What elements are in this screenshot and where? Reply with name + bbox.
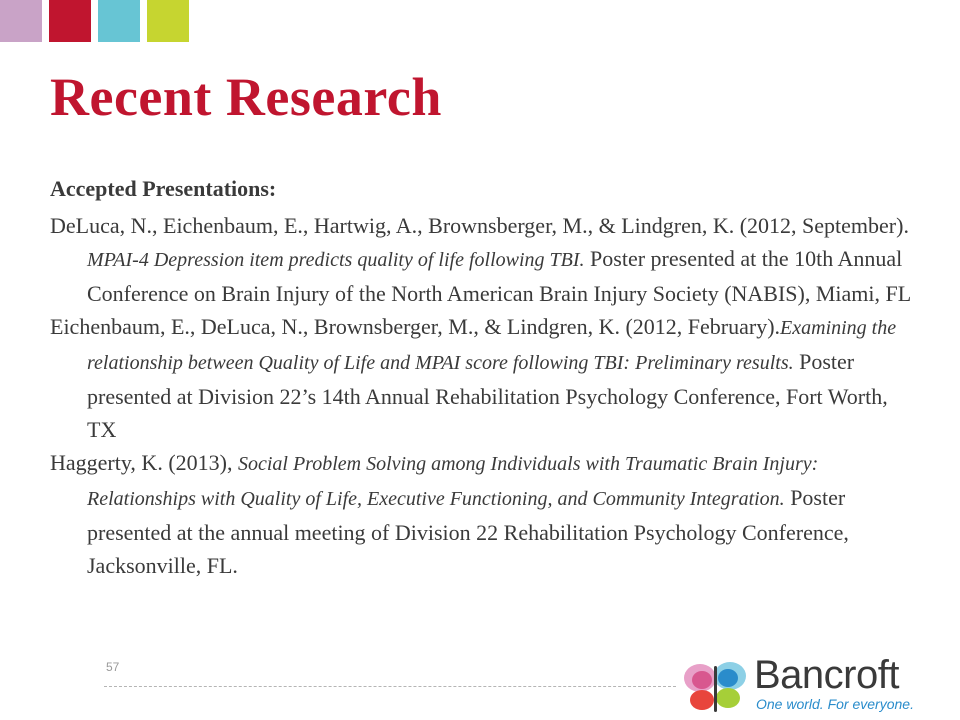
slide-title: Recent Research: [50, 67, 442, 127]
footer-divider: [104, 686, 676, 687]
logo-tagline: One world. For everyone.: [756, 696, 914, 712]
bancroft-logo: [680, 652, 920, 716]
reference-authors: Haggerty, K. (2013),: [50, 450, 238, 475]
page-number: 57: [106, 660, 120, 674]
reference-item: [50, 446, 920, 582]
reference-title: Examining the relationship between Quality of Life and MPAI score following TBI: Preliminary results.: [87, 317, 897, 374]
accent-block-red: [49, 0, 91, 42]
slide-content: [50, 172, 920, 582]
reference-venue: Poster presented at Division 22’s 14th Annual Rehabilitation Psychology Conference, Fort Worth, TX: [87, 349, 888, 442]
accent-block-purple: [0, 0, 42, 42]
accent-block-lime: [147, 0, 189, 42]
accent-block-teal: [98, 0, 140, 42]
reference-title: Social Problem Solving among Individuals with Traumatic Brain Injury: Relationships with Quality of Life, Executive Functioning, and Community Integration.: [87, 453, 819, 510]
butterfly-icon: [680, 658, 750, 716]
reference-authors: DeLuca, N., Eichenbaum, E., Hartwig, A., Brownsberger, M., & Lindgren, K. (2012, September).: [50, 213, 909, 238]
reference-venue: Poster presented at the annual meeting of Division 22 Rehabilitation Psychology Conference, Jacksonville, FL.: [87, 485, 849, 578]
logo-wordmark: Bancroft: [754, 653, 899, 697]
reference-venue: Poster presented at the 10th Annual Conference on Brain Injury of the North American Brain Injury Society (NABIS), Miami, FL: [87, 246, 912, 306]
reference-item: [50, 310, 920, 446]
reference-item: [50, 209, 920, 310]
reference-authors: Eichenbaum, E., DeLuca, N., Brownsberger, M., & Lindgren, K. (2012, February).: [50, 314, 781, 339]
section-subheading: Accepted Presentations:: [50, 176, 277, 201]
reference-title: MPAI-4 Depression item predicts quality of life following TBI.: [87, 249, 585, 271]
